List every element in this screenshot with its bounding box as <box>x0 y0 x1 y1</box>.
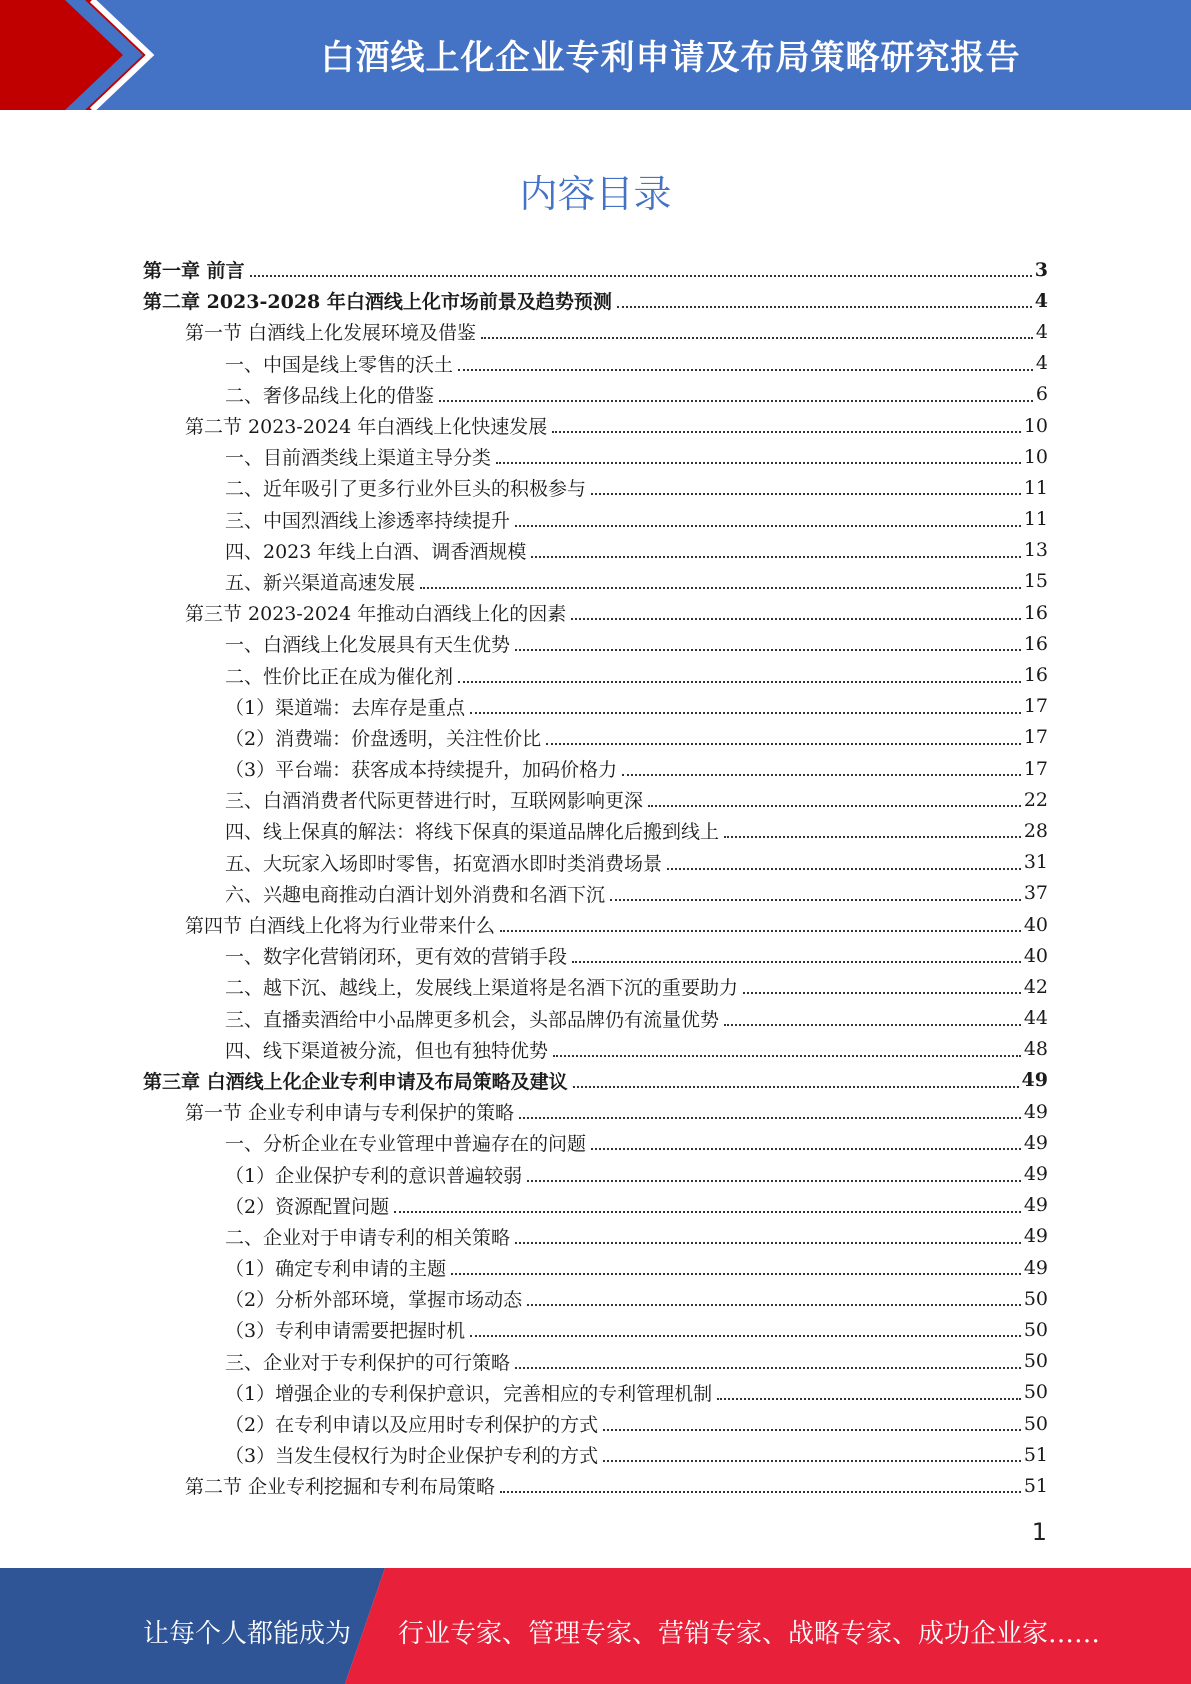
toc-entry[interactable] <box>143 504 1048 535</box>
toc-entry-page: 15 <box>1023 570 1048 593</box>
toc-dot-leader <box>603 1459 1021 1462</box>
toc-dot-leader <box>572 960 1021 963</box>
toc-entry-page: 37 <box>1023 882 1048 905</box>
toc-dot-leader <box>724 1023 1021 1026</box>
toc-dot-leader <box>515 648 1021 651</box>
toc-dot-leader <box>667 867 1021 870</box>
toc-dot-leader <box>531 555 1020 558</box>
toc-entry[interactable] <box>143 1190 1048 1221</box>
toc-entry-title: 四、线上保真的解法：将线下保真的渠道品牌化后搬到线上 <box>225 821 720 844</box>
toc-entry-page: 51 <box>1023 1474 1048 1497</box>
toc-entry[interactable] <box>143 1314 1048 1345</box>
toc-dot-leader <box>546 742 1021 745</box>
toc-dot-leader <box>500 1490 1021 1493</box>
toc-entry-page: 49 <box>1023 1131 1048 1154</box>
toc-entry[interactable] <box>143 1252 1048 1283</box>
toc-entry-title: 四、线下渠道被分流，但也有独特优势 <box>225 1039 549 1062</box>
toc-entry-title: 第二节 企业专利挖掘和专利布局策略 <box>185 1476 496 1499</box>
toc-entry[interactable] <box>143 1377 1048 1408</box>
toc-dot-leader <box>519 1116 1021 1119</box>
toc-entry-page: 51 <box>1023 1443 1048 1466</box>
toc-entry-page: 50 <box>1023 1412 1048 1435</box>
page-number: 1 <box>1031 1518 1047 1546</box>
toc-entry[interactable] <box>143 971 1048 1002</box>
toc-entry-title: （2）在专利申请以及应用时专利保护的方式 <box>225 1414 599 1437</box>
toc-dot-leader <box>481 336 1033 339</box>
toc-entry-title: 二、近年吸引了更多行业外巨头的积极参与 <box>225 478 587 501</box>
toc-entry-title: 一、白酒线上化发展具有天生优势 <box>225 634 511 657</box>
table-of-contents <box>143 254 1048 1502</box>
toc-entry-page: 49 <box>1023 1163 1048 1186</box>
footer-slogan-right: 行业专家、管理专家、营销专家、战略专家、成功企业家…… <box>398 1619 1101 1649</box>
toc-entry-page: 44 <box>1023 1007 1048 1030</box>
toc-entry-title: 第四节 白酒线上化将为行业带来什么 <box>185 915 496 938</box>
toc-entry-title: （1）企业保护专利的意识普遍较弱 <box>225 1164 523 1187</box>
toc-entry[interactable] <box>143 878 1048 909</box>
toc-entry-page: 6 <box>1035 383 1048 406</box>
toc-dot-leader <box>553 1054 1021 1057</box>
toc-entry-title: 六、兴趣电商推动白酒计划外消费和名酒下沉 <box>225 883 606 906</box>
toc-dot-leader <box>420 586 1021 589</box>
toc-dot-leader <box>451 1272 1021 1275</box>
toc-entry[interactable] <box>143 628 1048 659</box>
toc-entry-page: 42 <box>1023 975 1048 998</box>
toc-entry[interactable] <box>143 441 1048 472</box>
toc-entry[interactable] <box>143 1439 1048 1470</box>
toc-entry-title: 一、数字化营销闭环，更有效的营销手段 <box>225 946 568 969</box>
toc-entry-page: 49 <box>1023 1225 1048 1248</box>
toc-dot-leader <box>648 804 1021 807</box>
report-footer <box>0 1568 1191 1684</box>
toc-dot-leader <box>617 305 1032 308</box>
toc-entry-page: 49 <box>1023 1100 1048 1123</box>
toc-entry-page: 50 <box>1023 1381 1048 1404</box>
toc-dot-leader <box>610 898 1021 901</box>
toc-entry-title: （3）平台端：获客成本持续提升，加码价格力 <box>225 759 618 782</box>
toc-entry-page: 48 <box>1023 1038 1048 1061</box>
toc-entry[interactable] <box>143 316 1048 347</box>
toc-entry-page: 17 <box>1023 757 1048 780</box>
toc-entry[interactable] <box>143 1127 1048 1158</box>
toc-dot-leader <box>552 430 1021 433</box>
toc-dot-leader <box>717 1397 1021 1400</box>
toc-entry-title: 二、性价比正在成为催化剂 <box>225 665 454 688</box>
toc-entry-title: 三、白酒消费者代际更替进行时，互联网影响更深 <box>225 790 644 813</box>
toc-entry-title: 一、目前酒类线上渠道主导分类 <box>225 447 492 470</box>
toc-entry-title: （1）渠道端：去库存是重点 <box>225 696 466 719</box>
toc-entry-title: 三、企业对于专利保护的可行策略 <box>225 1351 511 1374</box>
toc-dot-leader <box>591 492 1021 495</box>
toc-entry[interactable] <box>143 1034 1048 1065</box>
toc-entry[interactable] <box>143 784 1048 815</box>
toc-dot-leader <box>500 929 1021 932</box>
toc-entry[interactable] <box>143 1003 1048 1034</box>
toc-entry-page: 50 <box>1023 1318 1048 1341</box>
toc-dot-leader <box>591 1147 1021 1150</box>
toc-dot-leader <box>515 524 1021 527</box>
toc-entry[interactable] <box>143 691 1048 722</box>
toc-title: 内容目录 <box>519 172 672 216</box>
toc-entry[interactable] <box>143 722 1048 753</box>
toc-entry-title: 一、分析企业在专业管理中普遍存在的问题 <box>225 1133 587 1156</box>
toc-entry[interactable] <box>143 909 1048 940</box>
toc-entry[interactable] <box>143 847 1048 878</box>
toc-entry-page: 16 <box>1023 632 1048 655</box>
toc-entry[interactable] <box>143 815 1048 846</box>
toc-entry-title: （2）消费端：价盘透明，关注性价比 <box>225 727 542 750</box>
toc-entry[interactable] <box>143 254 1048 285</box>
toc-entry-title: 第三章 白酒线上化企业专利申请及布局策略及建议 <box>143 1070 568 1093</box>
toc-entry[interactable] <box>143 1346 1048 1377</box>
toc-entry-page: 10 <box>1023 414 1048 437</box>
report-header <box>0 0 1191 110</box>
toc-entry-title: 第一节 企业专利申请与专利保护的策略 <box>185 1102 515 1125</box>
toc-entry-page: 50 <box>1023 1350 1048 1373</box>
report-title: 白酒线上化企业专利申请及布局策略研究报告 <box>320 38 1021 78</box>
toc-entry[interactable] <box>143 1283 1048 1314</box>
toc-entry-page: 10 <box>1023 445 1048 468</box>
toc-entry-title: 第一章 前言 <box>143 260 245 283</box>
toc-dot-leader <box>439 399 1033 402</box>
toc-entry[interactable] <box>143 472 1048 503</box>
toc-dot-leader <box>496 461 1021 464</box>
toc-entry-page: 4 <box>1035 352 1048 375</box>
toc-entry[interactable] <box>143 659 1048 690</box>
toc-entry-page: 4 <box>1035 320 1048 343</box>
toc-entry[interactable] <box>143 1221 1048 1252</box>
toc-entry-title: 四、2023 年线上白酒、调香酒规模 <box>225 540 527 563</box>
toc-entry-title: 五、新兴渠道高速发展 <box>225 571 416 594</box>
toc-entry-page: 50 <box>1023 1287 1048 1310</box>
toc-entry[interactable] <box>143 597 1048 628</box>
toc-dot-leader <box>743 991 1021 994</box>
toc-entry[interactable] <box>143 379 1048 410</box>
toc-entry[interactable] <box>143 1158 1048 1189</box>
toc-entry-title: 第二节 2023-2024 年白酒线上化快速发展 <box>185 416 548 439</box>
toc-dot-leader <box>622 773 1021 776</box>
toc-entry-page: 16 <box>1023 664 1048 687</box>
toc-entry[interactable] <box>143 1065 1048 1096</box>
toc-entry-title: （2）资源配置问题 <box>225 1195 390 1218</box>
toc-entry-page: 17 <box>1023 695 1048 718</box>
toc-entry[interactable] <box>143 410 1048 441</box>
toc-entry-title: 第二章 2023-2028 年白酒线上化市场前景及趋势预测 <box>143 291 612 314</box>
toc-entry-title: 第三节 2023-2024 年推动白酒线上化的因素 <box>185 603 567 626</box>
toc-dot-leader <box>458 680 1021 683</box>
toc-dot-leader <box>571 617 1021 620</box>
toc-dot-leader <box>394 1210 1021 1213</box>
toc-entry-page: 4 <box>1034 289 1048 312</box>
toc-dot-leader <box>603 1428 1021 1431</box>
toc-entry[interactable] <box>143 535 1048 566</box>
toc-dot-leader <box>515 1241 1021 1244</box>
toc-entry-page: 40 <box>1023 913 1048 936</box>
toc-dot-leader <box>527 1303 1021 1306</box>
toc-dot-leader <box>515 1366 1021 1369</box>
toc-entry[interactable] <box>143 940 1048 971</box>
toc-entry-page: 49 <box>1023 1256 1048 1279</box>
toc-entry-title: 三、中国烈酒线上渗透率持续提升 <box>225 509 511 532</box>
toc-entry-page: 28 <box>1023 819 1048 842</box>
toc-entry[interactable] <box>143 348 1048 379</box>
toc-entry-title: 二、越下沉、越线上，发展线上渠道将是名酒下沉的重要助力 <box>225 977 739 1000</box>
toc-entry-title: （3）专利申请需要把握时机 <box>225 1320 466 1343</box>
toc-dot-leader <box>470 1334 1021 1337</box>
toc-dot-leader <box>527 1179 1021 1182</box>
toc-entry-page: 22 <box>1023 788 1048 811</box>
footer-slogan-left: 让每个人都能成为 <box>143 1619 352 1649</box>
toc-entry-title: 二、奢侈品线上化的借鉴 <box>225 384 435 407</box>
toc-dot-leader <box>470 711 1021 714</box>
toc-entry-page: 11 <box>1023 508 1048 531</box>
toc-entry-page: 11 <box>1023 476 1048 499</box>
toc-dot-leader <box>573 1085 1019 1088</box>
toc-entry[interactable] <box>143 566 1048 597</box>
toc-entry-page: 31 <box>1023 851 1048 874</box>
toc-entry-page: 16 <box>1023 601 1048 624</box>
toc-entry-title: 二、企业对于申请专利的相关策略 <box>225 1226 511 1249</box>
toc-entry[interactable] <box>143 753 1048 784</box>
toc-entry[interactable] <box>143 1096 1048 1127</box>
toc-entry[interactable] <box>143 1408 1048 1439</box>
toc-entry-page: 49 <box>1021 1069 1048 1092</box>
toc-entry-title: 一、中国是线上零售的沃土 <box>225 353 454 376</box>
toc-entry-title: （1）确定专利申请的主题 <box>225 1258 447 1281</box>
toc-entry-title: （2）分析外部环境，掌握市场动态 <box>225 1289 523 1312</box>
toc-entry-page: 17 <box>1023 726 1048 749</box>
toc-entry-page: 13 <box>1023 539 1048 562</box>
toc-dot-leader <box>250 274 1032 277</box>
toc-entry-title: 五、大玩家入场即时零售，拓宽酒水即时类消费场景 <box>225 852 663 875</box>
toc-entry-page: 40 <box>1023 944 1048 967</box>
toc-entry[interactable] <box>143 285 1048 316</box>
toc-dot-leader <box>724 835 1021 838</box>
toc-entry-title: 三、直播卖酒给中小品牌更多机会，头部品牌仍有流量优势 <box>225 1008 720 1031</box>
toc-dot-leader <box>458 368 1033 371</box>
toc-entry-page: 49 <box>1023 1194 1048 1217</box>
toc-entry-title: （1）增强企业的专利保护意识，完善相应的专利管理机制 <box>225 1382 713 1405</box>
toc-entry-title: （3）当发生侵权行为时企业保护专利的方式 <box>225 1445 599 1468</box>
toc-entry-page: 3 <box>1034 258 1048 281</box>
toc-entry-title: 第一节 白酒线上化发展环境及借鉴 <box>185 322 477 345</box>
toc-entry[interactable] <box>143 1470 1048 1501</box>
